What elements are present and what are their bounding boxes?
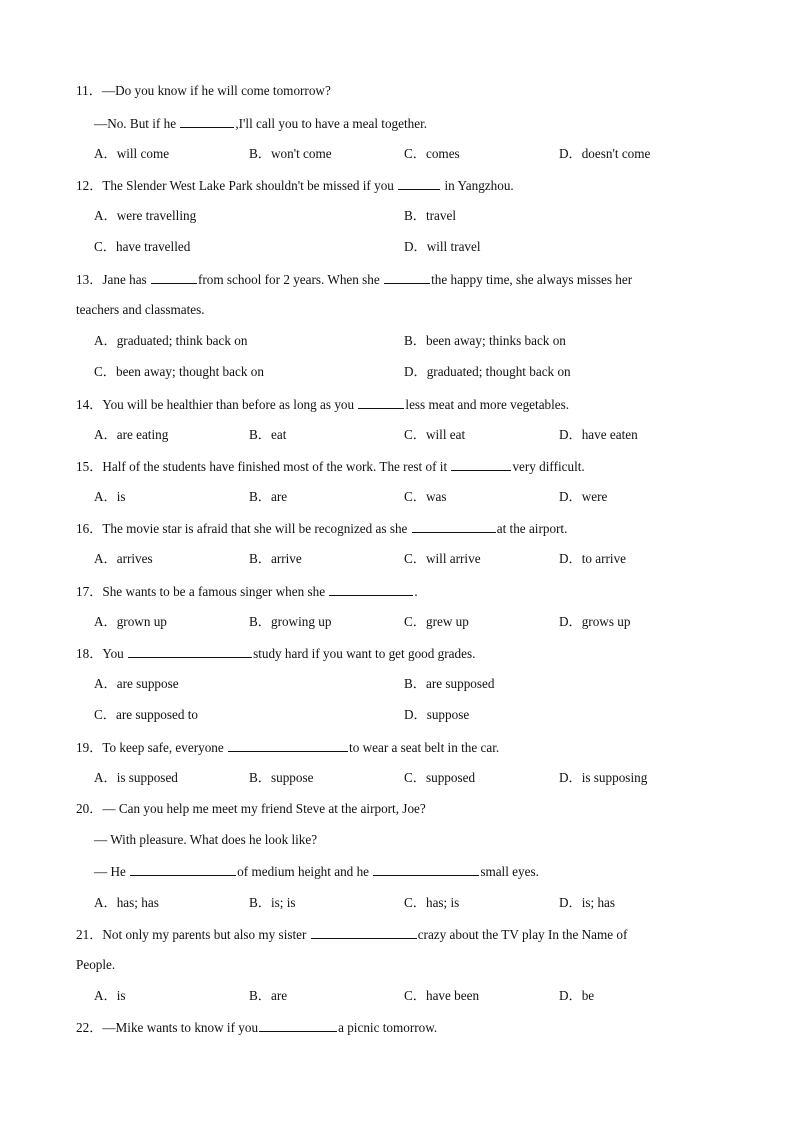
option-c[interactable]: C．comes [404, 146, 460, 161]
stem-text: 21．Not only my parents but also my sister [76, 927, 310, 942]
question-12-stem [76, 177, 514, 194]
answer-blank[interactable] [398, 177, 440, 190]
option-d[interactable]: D．suppose [404, 707, 470, 722]
option-b[interactable]: B．are [249, 489, 288, 504]
option-d[interactable]: D．doesn't come [559, 146, 651, 161]
answer-blank[interactable] [180, 115, 234, 128]
option-c[interactable]: C．have travelled [94, 239, 191, 254]
stem-text: 19．To keep safe, everyone [76, 740, 228, 755]
stem-text: 11．—Do you know if he will come tomorrow? [76, 83, 331, 98]
question-15-stem [76, 458, 585, 475]
stem-text: less meat and more vegetables. [405, 397, 570, 412]
stem-text: the happy time, she always misses her [431, 272, 633, 287]
option-d[interactable]: D．is; has [559, 895, 616, 910]
option-c[interactable]: C．will eat [404, 427, 466, 442]
option-d[interactable]: D．is supposing [559, 770, 648, 785]
question-20-line [94, 863, 539, 880]
option-b[interactable]: B．are supposed [404, 676, 495, 691]
option-b[interactable]: B．arrive [249, 551, 302, 566]
stem-text: from school for 2 years. When she [197, 272, 384, 287]
question-16-stem [76, 520, 567, 537]
stem-text: ,I'll call you to have a meal together. [235, 116, 428, 131]
question-21-stem [76, 926, 627, 943]
option-b[interactable]: B．is; is [249, 895, 296, 910]
option-b[interactable]: B．won't come [249, 146, 332, 161]
option-a[interactable]: A．is [94, 489, 126, 504]
option-b[interactable]: B．been away; thinks back on [404, 333, 566, 348]
stem-text: 20．— Can you help me meet my friend Steve at the airport, Joe? [76, 801, 426, 816]
stem-text: — With pleasure. What does he look like? [94, 832, 318, 847]
option-d[interactable]: D．have eaten [559, 427, 638, 442]
stem-text: crazy about the TV play In the Name of [417, 927, 628, 942]
stem-text: in Yangzhou. [441, 178, 514, 193]
answer-blank[interactable] [329, 583, 413, 596]
stem-text: 13．Jane has [76, 272, 150, 287]
stem-text: very difficult. [512, 459, 585, 474]
option-c[interactable]: C．been away; thought back on [94, 364, 264, 379]
answer-blank[interactable] [384, 271, 430, 284]
stem-text: of medium height and he [237, 864, 373, 879]
stem-text: 12．The Slender West Lake Park shouldn't be missed if you [76, 178, 398, 193]
question-13-line [76, 302, 205, 318]
option-b[interactable]: B．are [249, 988, 288, 1003]
stem-text: 22．—Mike wants to know if you [76, 1020, 259, 1035]
question-19-stem [76, 739, 499, 756]
question-18-stem [76, 645, 475, 662]
option-c[interactable]: C．have been [404, 988, 480, 1003]
option-a[interactable]: A．grown up [94, 614, 167, 629]
option-b[interactable]: B．growing up [249, 614, 332, 629]
option-a[interactable]: A．graduated; think back on [94, 333, 248, 348]
option-d[interactable]: D．be [559, 988, 595, 1003]
option-d[interactable]: D．graduated; thought back on [404, 364, 571, 379]
answer-blank[interactable] [451, 458, 511, 471]
option-a[interactable]: A．were travelling [94, 208, 197, 223]
stem-text: 14．You will be healthier than before as long as you [76, 397, 358, 412]
answer-blank[interactable] [358, 396, 404, 409]
option-b[interactable]: B．travel [404, 208, 457, 223]
stem-text: a picnic tomorrow. [338, 1020, 438, 1035]
option-d[interactable]: D．will travel [404, 239, 481, 254]
option-d[interactable]: D．to arrive [559, 551, 627, 566]
answer-blank[interactable] [259, 1019, 337, 1032]
question-20-stem [76, 801, 426, 817]
question-11-stem [76, 83, 331, 99]
option-c[interactable]: C．was [404, 489, 447, 504]
stem-text: study hard if you want to get good grades. [253, 646, 476, 661]
option-a[interactable]: A．has; has [94, 895, 159, 910]
option-b[interactable]: B．eat [249, 427, 287, 442]
stem-text: small eyes. [480, 864, 539, 879]
option-a[interactable]: A．is [94, 988, 126, 1003]
answer-blank[interactable] [373, 863, 479, 876]
question-22-stem [76, 1019, 437, 1036]
stem-text: — He [94, 864, 130, 879]
option-c[interactable]: C．are supposed to [94, 707, 199, 722]
stem-text: . [414, 584, 418, 599]
stem-text: 15．Half of the students have finished most of the work. The rest of it [76, 459, 451, 474]
option-c[interactable]: C．will arrive [404, 551, 481, 566]
question-13-stem [76, 271, 632, 288]
answer-blank[interactable] [311, 926, 417, 939]
answer-blank[interactable] [151, 271, 197, 284]
stem-text: 16．The movie star is afraid that she will be recognized as she [76, 521, 411, 536]
question-20-line [94, 832, 317, 848]
stem-text: teachers and classmates. [76, 302, 205, 317]
option-a[interactable]: A．will come [94, 146, 170, 161]
option-b[interactable]: B．suppose [249, 770, 314, 785]
question-17-stem [76, 583, 418, 600]
option-d[interactable]: D．were [559, 489, 608, 504]
stem-text: to wear a seat belt in the car. [349, 740, 500, 755]
option-d[interactable]: D．grows up [559, 614, 631, 629]
stem-text: at the airport. [496, 521, 568, 536]
stem-text: 18．You [76, 646, 128, 661]
question-21-line [76, 957, 115, 973]
question-11-line [94, 115, 427, 132]
option-c[interactable]: C．supposed [404, 770, 476, 785]
option-a[interactable]: A．are eating [94, 427, 169, 442]
option-c[interactable]: C．grew up [404, 614, 469, 629]
answer-blank[interactable] [130, 863, 236, 876]
answer-blank[interactable] [228, 739, 348, 752]
stem-text: —No. But if he [94, 116, 180, 131]
stem-text: People. [76, 957, 116, 972]
option-a[interactable]: A．is supposed [94, 770, 178, 785]
option-c[interactable]: C．has; is [404, 895, 460, 910]
answer-blank[interactable] [128, 645, 252, 658]
stem-text: 17．She wants to be a famous singer when she [76, 584, 329, 599]
answer-blank[interactable] [412, 520, 496, 533]
option-a[interactable]: A．are suppose [94, 676, 179, 691]
option-a[interactable]: A．arrives [94, 551, 153, 566]
question-14-stem [76, 396, 569, 413]
